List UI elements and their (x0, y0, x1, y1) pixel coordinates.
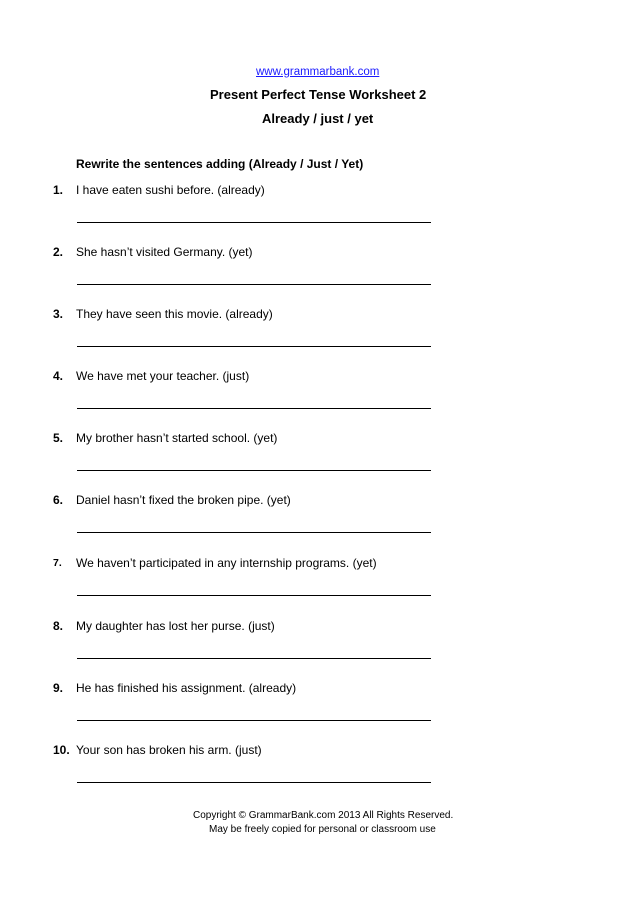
question-item (0, 369, 638, 431)
question-item (0, 307, 638, 369)
question-text: He has finished his assignment. (already) (76, 681, 297, 695)
question-text: She hasn’t visited Germany. (yet) (76, 245, 253, 259)
site-url-link[interactable]: www.grammarbank.com (256, 66, 380, 78)
question-number: 10. (53, 743, 70, 757)
question-number: 9. (53, 681, 64, 695)
usage-text: May be freely copied for personal or classroom use (209, 824, 436, 835)
answer-line[interactable] (77, 408, 431, 409)
question-number: 7. (53, 557, 62, 569)
question-number: 8. (53, 619, 64, 633)
answer-line[interactable] (77, 595, 431, 596)
question-item (0, 245, 638, 307)
question-number: 6. (53, 493, 64, 507)
question-item (0, 743, 638, 805)
question-text: My brother hasn’t started school. (yet) (76, 431, 278, 445)
answer-line[interactable] (77, 222, 431, 223)
worksheet-title-text: Present Perfect Tense Worksheet 2 (210, 87, 427, 102)
worksheet-subtitle (0, 111, 638, 131)
question-item (0, 619, 638, 681)
answer-line[interactable] (77, 284, 431, 285)
instruction-text: Rewrite the sentences adding (Already / Just / Yet) (76, 157, 364, 171)
answer-line[interactable] (77, 346, 431, 347)
answer-line[interactable] (77, 782, 431, 783)
question-number: 3. (53, 307, 64, 321)
answer-line[interactable] (77, 658, 431, 659)
question-number: 1. (53, 183, 64, 197)
question-text: I have eaten sushi before. (already) (76, 183, 265, 197)
question-item (0, 493, 638, 555)
question-number: 2. (53, 245, 64, 259)
question-text: We have met your teacher. (just) (76, 369, 250, 383)
question-item (0, 431, 638, 493)
question-text: We haven’t participated in any internship programs. (yet) (76, 556, 377, 570)
question-text: Your son has broken his arm. (just) (76, 743, 262, 757)
question-text: My daughter has lost her purse. (just) (76, 619, 275, 633)
question-item (0, 556, 638, 618)
question-number: 4. (53, 369, 64, 383)
copyright-text: Copyright © GrammarBank.com 2013 All Rights Reserved. (193, 810, 454, 821)
answer-line[interactable] (77, 532, 431, 533)
question-number: 5. (53, 431, 64, 445)
worksheet-subtitle-text: Already / just / yet (262, 111, 374, 126)
question-item (0, 183, 638, 245)
worksheet-title (0, 87, 638, 107)
question-item (0, 681, 638, 743)
answer-line[interactable] (77, 720, 431, 721)
answer-line[interactable] (77, 470, 431, 471)
question-text: They have seen this movie. (already) (76, 307, 273, 321)
question-text: Daniel hasn’t fixed the broken pipe. (yet) (76, 493, 291, 507)
